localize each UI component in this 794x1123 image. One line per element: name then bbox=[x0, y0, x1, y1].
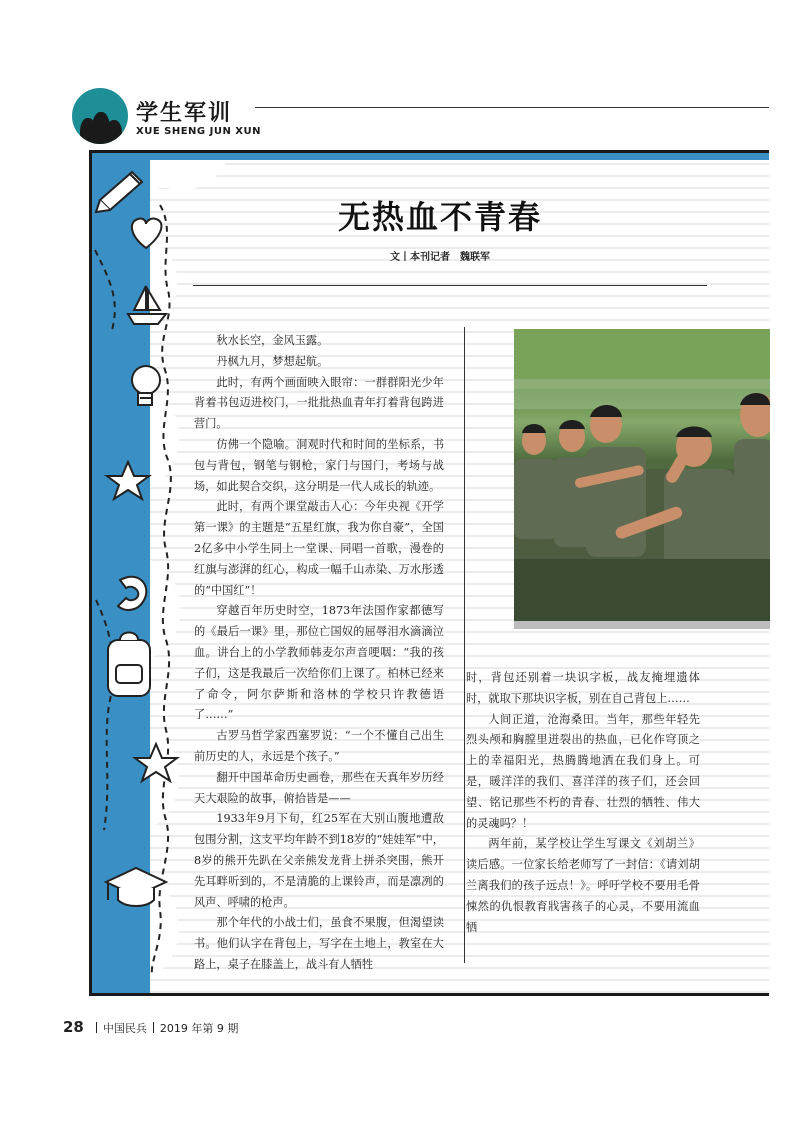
paragraph: 翻开中国革命历史画卷，那些在天真年岁历经天大艰险的故事，俯拾皆是—— bbox=[194, 770, 444, 805]
page-number: 28 bbox=[63, 1018, 84, 1036]
article-title: 无热血不青春 bbox=[337, 198, 542, 236]
decor-top-band bbox=[92, 153, 769, 160]
header-rule bbox=[255, 107, 769, 108]
footer-separator bbox=[153, 1022, 154, 1033]
paragraph: 1933年9月下旬，红25军在大别山腹地遭敌包围分割，这支平均年龄不到18岁的“娃娃军”中，8岁的熊开先趴在父亲熊发龙背上拼杀突围，熊开先耳畔听到的，不是清脆的上课铃声，而是凛冽的风声、呼啸的枪声。 bbox=[194, 812, 444, 909]
paragraph: 古罗马哲学家西塞罗说：“一个不懂自己出生前历史的人，永远是个孩子。” bbox=[194, 729, 444, 763]
photo-illustration bbox=[514, 329, 770, 621]
section-logo bbox=[72, 88, 128, 144]
article-byline: 文丨本刊记者 魏联军 bbox=[390, 252, 490, 263]
military-training-photo bbox=[514, 329, 770, 621]
paragraph: 两年前，某学校让学生写课文《刘胡兰》读后感。一位家长给老师写了一封信：《请刘胡兰离我们的孩子远点！》。呼吁学校不要用毛骨悚然的仇恨教育戕害孩子的心灵，不要用流血牺 bbox=[466, 837, 700, 934]
paragraph-continued: 时，背包还别着一块识字板，战友掩埋遗体时，就取下那块识字板，别在自己背包上…… bbox=[466, 671, 700, 705]
section-title: 学生军训 bbox=[136, 101, 233, 126]
issue-label: 2019 年第 9 期 bbox=[159, 1022, 239, 1035]
section-subtitle: XUE SHENG JUN XUN bbox=[136, 126, 261, 137]
photo-shadow bbox=[514, 621, 770, 629]
paragraph: 那个年代的小战士们，虽食不果腹，但渴望读书。他们认字在背包上，写字在土地上，教室在大路上，桌子在膝盖上，战斗有人牺牲 bbox=[194, 916, 444, 971]
page-footer bbox=[63, 1018, 238, 1036]
paragraph: 秋水长空，金风玉露。 bbox=[216, 334, 329, 347]
body-column-left bbox=[194, 331, 444, 976]
paragraph: 穿越百年历史时空，1873年法国作家都德写的《最后一课》里，那位亡国奴的屈辱泪水滴滴泣血。讲台上的小学教师韩麦尔声音哽咽：“我的孩子们，这是我最后一次给你们上课了。柏林已经来了命令，阿尔萨斯和洛林的学校只许教德语了……” bbox=[194, 604, 444, 722]
magazine-name: 中国民兵 bbox=[102, 1022, 147, 1035]
paragraph: 丹枫九月，梦想起航。 bbox=[216, 354, 329, 368]
footer-separator bbox=[96, 1022, 97, 1033]
paragraph: 此时，有两个画面映入眼帘：一群群阳光少年背着书包迈进校门，一批批热血青年打着背包跨进营门。 bbox=[194, 375, 444, 431]
paragraph: 仿佛一个隐喻。洞观时代和时间的坐标系，书包与背包，钢笔与钢枪，家门与国门，考场与战场，如此契合交织，这分明是一代人成长的轨迹。 bbox=[194, 437, 444, 493]
decor-band bbox=[92, 153, 150, 993]
body-column-right bbox=[466, 668, 700, 938]
column-divider bbox=[464, 327, 465, 963]
paragraph: 此时，有两个课堂敲击人心：今年央视《开学第一课》的主题是“五星红旗，我为你自豪”，全国2亿多中小学生同上一堂课、同唱一首歌，漫卷的红旗与澎湃的红心，构成一幅千山赤染、万水彤透的“中国红”！ bbox=[194, 500, 444, 597]
byline-rule bbox=[193, 285, 707, 286]
paragraph: 人间正道，沧海桑田。当年，那些年轻先烈头颅和胸膛里迸裂出的热血，已化作穹顶之上的幸福阳光，热腾腾地洒在我们身上。可是，暖洋洋的我们、喜洋洋的孩子们，还会回望、铭记那些不朽的青春、壮烈的牺牲、伟大的灵魂吗？！ bbox=[466, 712, 700, 830]
